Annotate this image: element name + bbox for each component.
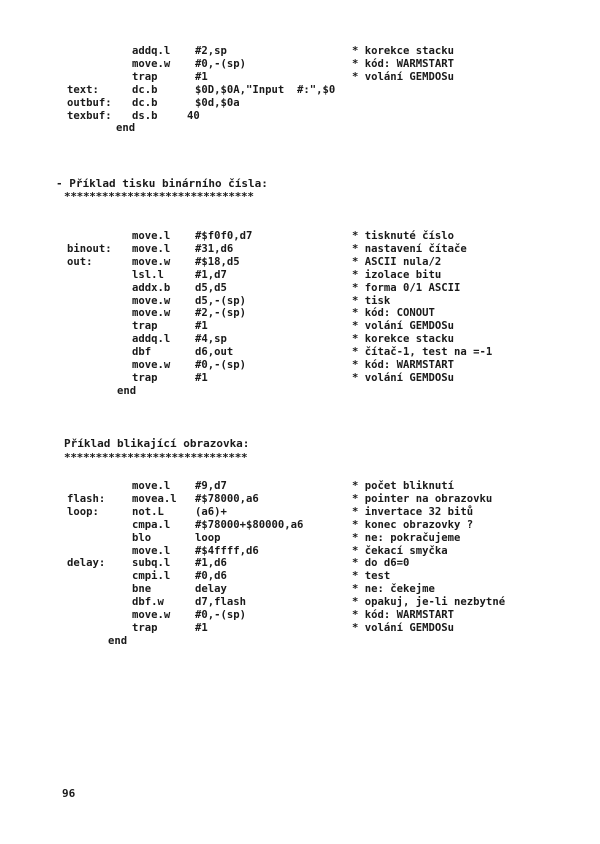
- code-label: outbuf:: [67, 96, 112, 109]
- code-operand: $0d,$0a: [195, 96, 240, 109]
- code-comment: * forma 0/1 ASCII: [352, 281, 461, 294]
- code-comment: * počet bliknutí: [352, 480, 455, 492]
- code-line: [0, 269, 600, 281]
- code-operand: #1: [195, 320, 208, 333]
- code-line: [0, 583, 600, 595]
- code-comment: * korekce stacku: [352, 45, 455, 57]
- code-operand: d7,flash: [195, 596, 247, 609]
- code-operand: d5,d5: [195, 281, 227, 294]
- code-comment: * tisknuté číslo: [352, 230, 455, 242]
- code-operand: (a6)+: [195, 505, 227, 518]
- code-opcode: ds.b: [132, 109, 158, 122]
- code-comment: * kód: WARMSTART: [352, 609, 455, 621]
- code-comment: * tisk: [352, 294, 391, 307]
- code-line: [0, 122, 600, 134]
- code-operand: #1: [195, 621, 208, 634]
- code-line: [0, 333, 600, 345]
- code-line: [0, 570, 600, 582]
- code-operand: #$78000,a6: [195, 492, 259, 505]
- code-label: out:: [67, 255, 93, 268]
- code-comment: * volání GEMDOSu: [352, 70, 455, 83]
- code-line: [0, 372, 600, 384]
- code-line: [0, 97, 600, 109]
- code-opcode: move.l: [132, 544, 171, 557]
- code-operand: #0,-(sp): [195, 359, 247, 371]
- code-line: [0, 230, 600, 242]
- code-opcode: blo: [132, 531, 152, 544]
- code-label: text:: [67, 83, 99, 96]
- code-line: [0, 320, 600, 332]
- code-line: [0, 519, 600, 531]
- code-line: [0, 480, 600, 492]
- code-opcode: move.w: [132, 255, 171, 268]
- code-opcode: move.l: [132, 230, 171, 242]
- code-comment: * kód: CONOUT: [352, 307, 435, 320]
- code-operand: #0,d6: [195, 570, 227, 583]
- code-line: [0, 622, 600, 634]
- code-line: [0, 596, 600, 608]
- code-opcode: end: [108, 634, 128, 647]
- code-line: [0, 609, 600, 621]
- code-label: loop:: [67, 505, 99, 518]
- code-opcode: addx.b: [132, 281, 171, 294]
- code-label: delay:: [67, 557, 106, 570]
- code-line: [0, 506, 600, 518]
- code-comment: * volání GEMDOSu: [352, 371, 455, 384]
- code-label: texbuf:: [67, 109, 112, 122]
- code-opcode: move.w: [132, 57, 171, 70]
- code-opcode: addq.l: [132, 333, 171, 346]
- code-operand: 40: [187, 109, 200, 122]
- code-line: [0, 545, 600, 557]
- code-opcode: move.l: [132, 480, 171, 492]
- code-comment: * invertace 32 bitů: [352, 505, 474, 518]
- code-comment: * čekací smyčka: [352, 544, 448, 557]
- code-opcode: move.w: [132, 609, 171, 621]
- code-comment: * kód: WARMSTART: [352, 359, 455, 371]
- code-operand: #1: [195, 70, 208, 83]
- code-line: [0, 110, 600, 122]
- code-operand: d5,-(sp): [195, 294, 247, 307]
- code-opcode: trap: [132, 320, 158, 333]
- code-opcode: trap: [132, 621, 158, 634]
- code-comment: * ne: pokračujeme: [352, 531, 461, 544]
- code-line: [0, 256, 600, 268]
- code-opcode: move.w: [132, 307, 171, 320]
- code-opcode: end: [116, 122, 136, 135]
- code-opcode: not.L: [132, 505, 164, 518]
- heading-underline-stars: ******************************: [64, 190, 254, 203]
- code-operand: #0,-(sp): [195, 609, 247, 621]
- code-operand: #1: [195, 371, 208, 384]
- code-operand: #$18,d5: [195, 255, 240, 268]
- code-comment: * test: [352, 570, 391, 583]
- code-line: [0, 359, 600, 371]
- code-comment: * čítač-1, test na =-1: [352, 346, 493, 359]
- code-comment: * kód: WARMSTART: [352, 57, 455, 70]
- code-opcode: subq.l: [132, 557, 171, 570]
- code-comment: * do d6=0: [352, 557, 410, 570]
- code-opcode: move.w: [132, 359, 171, 371]
- code-operand: #2,sp: [195, 45, 227, 57]
- code-label: binout:: [67, 242, 112, 255]
- code-opcode: addq.l: [132, 45, 171, 57]
- code-operand: d6,out: [195, 346, 234, 359]
- code-operand: #$f0f0,d7: [195, 230, 253, 242]
- code-comment: * volání GEMDOSu: [352, 621, 455, 634]
- code-opcode: bne: [132, 583, 152, 596]
- code-opcode: lsl.l: [132, 268, 164, 281]
- section-heading-flash-screen: Příklad blikající obrazovka:: [64, 437, 250, 450]
- code-line: [0, 243, 600, 255]
- page-number: 96: [62, 787, 76, 800]
- code-operand: #1,d7: [195, 268, 227, 281]
- code-opcode: move.l: [132, 242, 171, 255]
- code-line: [0, 493, 600, 505]
- code-line: [0, 84, 600, 96]
- code-line: [0, 346, 600, 358]
- code-opcode: dbf: [132, 346, 152, 359]
- code-line: [0, 307, 600, 319]
- code-comment: * ASCII nula/2: [352, 255, 442, 268]
- code-opcode: trap: [132, 371, 158, 384]
- code-operand: #2,-(sp): [195, 307, 247, 320]
- code-operand: #4,sp: [195, 333, 227, 346]
- code-operand: #9,d7: [195, 480, 227, 492]
- code-opcode: dc.b: [132, 83, 158, 96]
- heading-underline-stars: *****************************: [64, 451, 248, 464]
- code-line: [0, 282, 600, 294]
- code-line: [0, 635, 600, 647]
- code-opcode: movea.l: [132, 492, 177, 505]
- code-comment: * ne: čekejme: [352, 583, 435, 596]
- code-line: [0, 71, 600, 83]
- code-line: [0, 532, 600, 544]
- code-line: [0, 58, 600, 70]
- code-operand: #31,d6: [195, 242, 234, 255]
- code-comment: * izolace bitu: [352, 268, 442, 281]
- code-comment: * opakuj, je-li nezbytné: [352, 596, 506, 609]
- code-opcode: end: [117, 384, 137, 397]
- code-operand: #1,d6: [195, 557, 227, 570]
- code-opcode: cmpi.l: [132, 570, 171, 583]
- code-operand: #0,-(sp): [195, 57, 247, 70]
- code-label: flash:: [67, 492, 106, 505]
- code-comment: * nastavení čítače: [352, 242, 467, 255]
- code-opcode: dbf.w: [132, 596, 164, 609]
- code-line: [0, 385, 600, 397]
- code-comment: * korekce stacku: [352, 333, 455, 346]
- code-operand: #$78000+$80000,a6: [195, 518, 304, 531]
- section-heading-binary-print: - Příklad tisku binárního čísla:: [56, 177, 268, 190]
- code-comment: * pointer na obrazovku: [352, 492, 493, 505]
- code-line: [0, 557, 600, 569]
- code-operand: $0D,$0A,"Input #:",$0: [195, 83, 336, 96]
- code-opcode: dc.b: [132, 96, 158, 109]
- code-line: [0, 295, 600, 307]
- code-operand: #$4ffff,d6: [195, 544, 259, 557]
- code-opcode: trap: [132, 70, 158, 83]
- code-comment: * konec obrazovky ?: [352, 518, 474, 531]
- code-line: [0, 45, 600, 57]
- code-comment: * volání GEMDOSu: [352, 320, 455, 333]
- code-opcode: cmpa.l: [132, 518, 171, 531]
- code-opcode: move.w: [132, 294, 171, 307]
- code-operand: delay: [195, 583, 227, 596]
- code-operand: loop: [195, 531, 221, 544]
